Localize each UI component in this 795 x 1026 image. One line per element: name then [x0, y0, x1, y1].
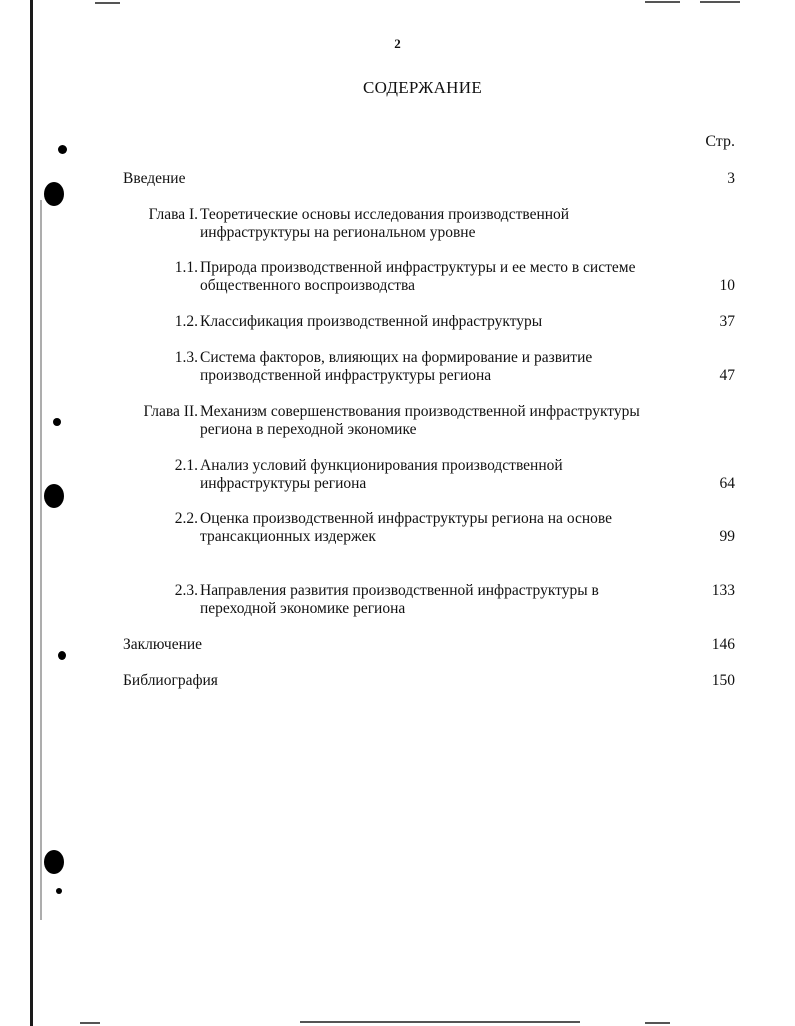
toc-entry-label: Глава I. [148, 206, 198, 223]
toc-entry-label: 1.3. [174, 349, 198, 366]
toc-entry-section-2-2 [120, 510, 735, 550]
toc-entry-text: Анализ условий функционирования производственной инфраструктуры региона [200, 457, 563, 492]
binding-edge-shadow [40, 200, 42, 920]
punch-hole-mark [56, 888, 62, 894]
toc-entry-label: 2.2. [174, 510, 198, 527]
punch-hole-mark [58, 651, 66, 660]
toc-entry-page: 47 [719, 367, 735, 384]
toc-entry-section-1-3 [120, 349, 735, 389]
toc-entry-label: 2.3. [174, 582, 198, 599]
punch-hole-mark [53, 418, 61, 426]
toc-entry-text: Направления развития производственной инфраструктуры в переходной экономике региона [200, 582, 599, 617]
toc-entry-bibliography [120, 672, 735, 692]
toc-entry-section-1-1 [120, 259, 735, 299]
page-column-header: Стр. [705, 133, 735, 150]
toc-entry-introduction [120, 170, 735, 190]
toc-entry-text: Природа производственной инфраструктуры и ее место в системе общественного воспроизводства [200, 259, 636, 294]
page-number: 2 [394, 36, 401, 51]
toc-entry-label: 1.1. [174, 259, 198, 276]
scan-edge-mark [95, 2, 120, 4]
scan-edge-mark [645, 1, 680, 3]
punch-hole-mark [44, 182, 64, 206]
toc-entry-page: 146 [711, 636, 735, 653]
toc-entry-label: 1.2. [174, 313, 198, 330]
punch-hole-mark [44, 850, 64, 874]
toc-entry-page: 3 [727, 170, 735, 187]
punch-hole-mark [44, 484, 64, 508]
toc-entry-page: 133 [711, 582, 735, 599]
toc-entry-text: Библиография [123, 672, 218, 689]
scan-edge-mark [645, 1022, 670, 1024]
toc-entry-section-2-3 [120, 582, 735, 622]
punch-hole-mark [58, 145, 67, 154]
toc-entry-page: 37 [719, 313, 735, 330]
toc-entry-conclusion [120, 636, 735, 656]
scan-edge-mark [300, 1021, 580, 1023]
toc-entry-chapter-1 [120, 206, 735, 246]
toc-entry-text: Заключение [123, 636, 203, 653]
scan-edge-mark [80, 1022, 100, 1024]
toc-entry-page: 99 [719, 528, 735, 545]
page-title: СОДЕРЖАНИЕ [362, 78, 483, 97]
scan-edge-mark [700, 1, 740, 3]
toc-entry-text: Теоретические основы исследования производственной инфраструктуры на региональном уровне [200, 206, 570, 241]
toc-entry-section-1-2 [120, 313, 735, 333]
toc-entry-label: Глава II. [143, 403, 198, 420]
toc-entry-label: 2.1. [174, 457, 198, 474]
toc-entry-page: 64 [719, 475, 735, 492]
toc-entry-section-2-1 [120, 457, 735, 497]
toc-entry-text: Классификация производственной инфраструктуры [200, 313, 543, 330]
toc-entry-text: Механизм совершенствования производственной инфраструктуры региона в переходной экономике [200, 403, 640, 438]
toc-entry-page: 10 [719, 277, 735, 294]
toc-entry-text: Оценка производственной инфраструктуры региона на основе трансакционных издержек [200, 510, 612, 545]
binding-edge-line [30, 0, 33, 1026]
toc-entry-page: 150 [711, 672, 735, 689]
toc-entry-text: Введение [123, 170, 186, 187]
toc-entry-text: Система факторов, влияющих на формирование и развитие производственной инфраструктуры региона [200, 349, 593, 384]
toc-entry-chapter-2 [120, 403, 735, 443]
